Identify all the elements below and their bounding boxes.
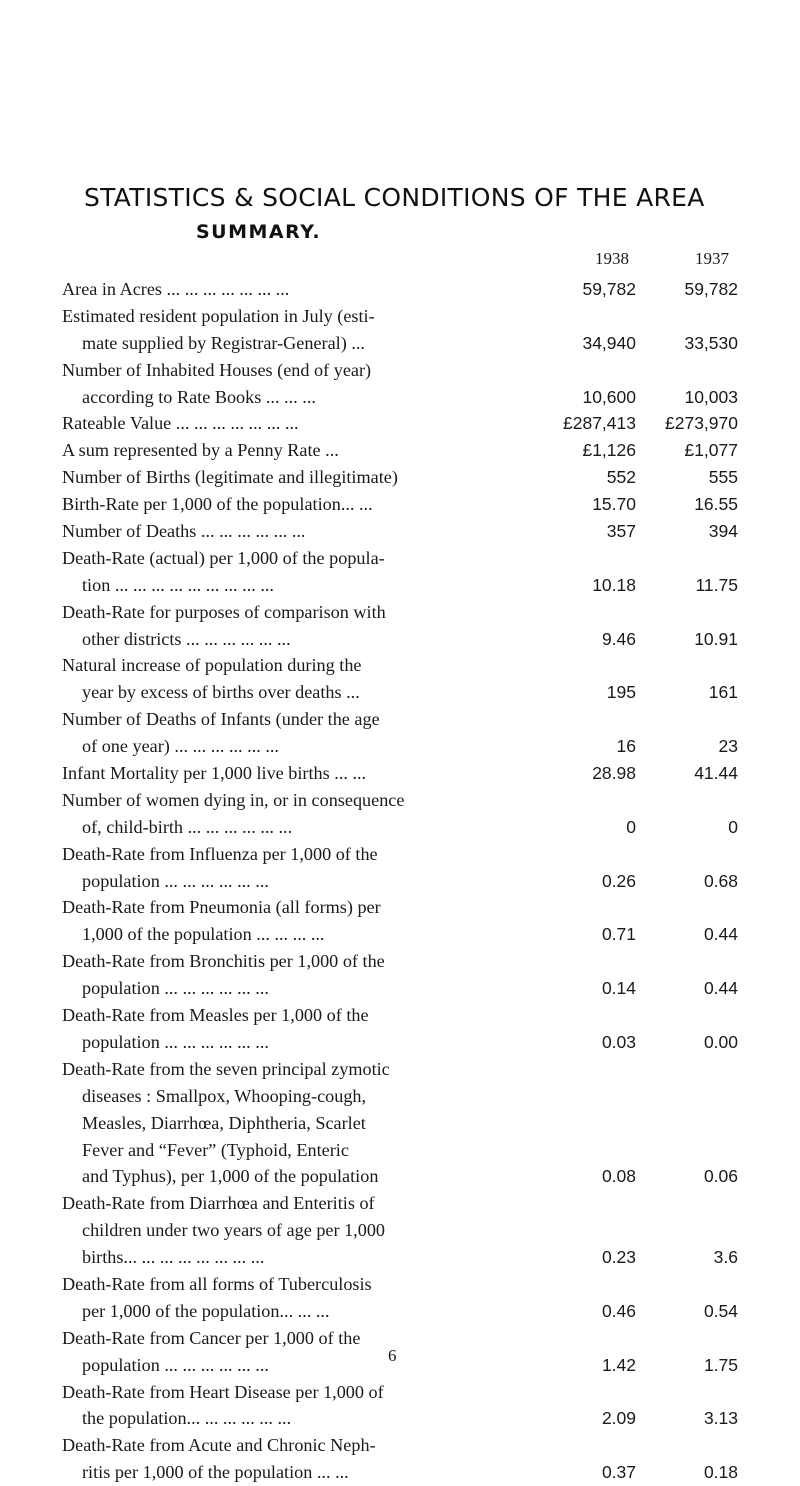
table-row — [0, 1325, 800, 1379]
row-label: according to Rate Books ... ... ... — [82, 386, 316, 407]
section-subtitle: SUMMARY. — [196, 221, 322, 243]
column-header-1937: 1937 — [695, 249, 729, 268]
table-row — [0, 1056, 800, 1190]
value-1937: 0.18 — [703, 1462, 738, 1483]
row-line — [0, 921, 800, 948]
value-1937: 3.6 — [713, 1247, 738, 1268]
table-row — [0, 787, 800, 841]
page-title: STATISTICS & SOCIAL CONDITIONS OF THE AREA — [84, 183, 705, 212]
row-label: population ... ... ... ... ... ... — [82, 1031, 269, 1052]
row-line — [0, 760, 800, 787]
table-row — [0, 1379, 800, 1433]
value-1938: 0.14 — [601, 978, 636, 999]
row-label: Number of Births (legitimate and illegitimate) — [62, 467, 398, 488]
table-row — [0, 706, 800, 760]
table-row — [0, 545, 800, 599]
value-1938: 34,940 — [582, 332, 636, 353]
row-label: and Typhus), per 1,000 of the population — [82, 1166, 379, 1187]
value-1937: 0.00 — [703, 1031, 738, 1052]
row-line — [0, 787, 800, 814]
value-1937: £273,970 — [665, 413, 738, 434]
table-row — [0, 1271, 800, 1325]
value-1938: 9.46 — [601, 628, 636, 649]
value-1938: £287,413 — [563, 413, 636, 434]
value-1937: 394 — [708, 521, 738, 542]
value-1937: 11.75 — [695, 574, 738, 595]
table-row — [0, 652, 800, 706]
table-row — [0, 437, 800, 464]
value-1937: £1,077 — [684, 440, 738, 461]
row-line — [0, 626, 800, 653]
value-1937: 33,530 — [684, 332, 738, 353]
row-line — [0, 276, 800, 303]
row-line — [0, 652, 800, 679]
row-line — [0, 464, 800, 491]
statistics-table — [0, 276, 800, 1486]
value-1937: 1.75 — [703, 1354, 738, 1375]
row-line — [0, 437, 800, 464]
row-label: tion ... ... ... ... ... ... ... ... ... — [82, 574, 274, 595]
value-1937: 23 — [718, 736, 738, 757]
value-1937: 0.68 — [703, 870, 738, 891]
value-1938: 16 — [616, 736, 636, 757]
row-label: per 1,000 of the population... ... ... — [82, 1300, 330, 1321]
table-row — [0, 599, 800, 653]
row-label: diseases : Smallpox, Whooping-cough, — [82, 1085, 367, 1106]
value-1938: 195 — [606, 682, 636, 703]
value-1938: £1,126 — [582, 440, 636, 461]
row-label: children under two years of age per 1,000 — [82, 1220, 386, 1241]
value-1937: 0.44 — [703, 924, 738, 945]
row-label: year by excess of births over deaths ... — [82, 682, 360, 703]
row-label: population ... ... ... ... ... ... — [82, 870, 269, 891]
row-label: Birth-Rate per 1,000 of the population... ... — [62, 494, 373, 515]
table-row — [0, 276, 800, 303]
value-1937: 10.91 — [694, 628, 738, 649]
value-1938: 28.98 — [592, 763, 636, 784]
value-1937: 0.44 — [703, 978, 738, 999]
row-line — [0, 1379, 800, 1406]
row-line — [0, 733, 800, 760]
row-label: other districts ... ... ... ... ... ... — [82, 628, 291, 649]
row-label: the population... ... ... ... ... ... — [82, 1408, 292, 1429]
row-label: Estimated resident population in July (esti- — [62, 305, 375, 326]
row-label: Death-Rate (actual) per 1,000 of the popula- — [62, 547, 385, 568]
row-line — [0, 679, 800, 706]
table-row — [0, 518, 800, 545]
value-1938: 0 — [626, 816, 636, 837]
row-label: Infant Mortality per 1,000 live births ... ... — [62, 763, 367, 784]
row-line — [0, 491, 800, 518]
row-line — [0, 975, 800, 1002]
table-row — [0, 760, 800, 787]
value-1938: 357 — [606, 521, 636, 542]
table-row — [0, 410, 800, 437]
row-line — [0, 841, 800, 868]
table-row — [0, 1190, 800, 1271]
row-line — [0, 948, 800, 975]
value-1937: 16.55 — [694, 494, 738, 515]
value-1937: 0 — [728, 816, 738, 837]
row-label: Fever and “Fever” (Typhoid, Enteric — [82, 1139, 349, 1160]
value-1937: 41.44 — [694, 763, 738, 784]
value-1937: 10,003 — [684, 386, 738, 407]
row-line — [0, 1217, 800, 1244]
row-label: Rateable Value ... ... ... ... ... ... ... — [62, 413, 299, 434]
value-1938: 0.71 — [601, 924, 636, 945]
value-1937: 0.06 — [703, 1166, 738, 1187]
row-line — [0, 1029, 800, 1056]
row-label: Death-Rate from Cancer per 1,000 of the — [62, 1327, 361, 1348]
table-row — [0, 464, 800, 491]
table-row — [0, 1002, 800, 1056]
column-header-1938: 1938 — [595, 249, 629, 268]
value-1938: 2.09 — [601, 1408, 636, 1429]
table-row — [0, 948, 800, 1002]
row-label: Natural increase of population during the — [62, 655, 362, 676]
value-1938: 0.37 — [601, 1462, 636, 1483]
row-line — [0, 518, 800, 545]
value-1937: 161 — [708, 682, 738, 703]
row-line — [0, 1459, 800, 1486]
row-line — [0, 1244, 800, 1271]
value-1937: 555 — [708, 467, 738, 488]
row-label: Number of Deaths ... ... ... ... ... ... — [62, 521, 306, 542]
row-label: mate supplied by Registrar-General) ... — [82, 332, 365, 353]
table-row — [0, 1432, 800, 1486]
row-line — [0, 706, 800, 733]
value-1938: 0.08 — [601, 1166, 636, 1187]
row-line — [0, 1002, 800, 1029]
row-line — [0, 814, 800, 841]
row-label: Number of Inhabited Houses (end of year) — [62, 359, 372, 380]
table-row — [0, 303, 800, 357]
row-label: Death-Rate for purposes of comparison with — [62, 601, 386, 622]
row-label: Number of women dying in, or in consequence — [62, 789, 405, 810]
row-line — [0, 1083, 800, 1110]
row-label: Death-Rate from Diarrhœa and Enteritis of — [62, 1193, 375, 1214]
row-line — [0, 357, 800, 384]
row-line — [0, 1190, 800, 1217]
row-label: Death-Rate from all forms of Tuberculosis — [62, 1273, 372, 1294]
table-row — [0, 894, 800, 948]
value-1938: 10.18 — [592, 574, 636, 595]
row-label: Death-Rate from Acute and Chronic Neph- — [62, 1435, 376, 1456]
table-row — [0, 357, 800, 411]
value-1938: 0.03 — [601, 1031, 636, 1052]
row-line — [0, 1110, 800, 1137]
row-line — [0, 868, 800, 895]
row-label: Death-Rate from Heart Disease per 1,000 of — [62, 1381, 384, 1402]
row-label: population ... ... ... ... ... ... — [82, 978, 269, 999]
row-line — [0, 330, 800, 357]
value-1938: 0.23 — [601, 1247, 636, 1268]
value-1938: 1.42 — [601, 1354, 636, 1375]
row-line — [0, 1271, 800, 1298]
value-1937: 0.54 — [703, 1300, 738, 1321]
row-line — [0, 384, 800, 411]
row-label: births... ... ... ... ... ... ... ... — [82, 1247, 265, 1268]
row-line — [0, 1298, 800, 1325]
row-line — [0, 1432, 800, 1459]
row-label: of one year) ... ... ... ... ... ... — [82, 736, 279, 757]
row-line — [0, 545, 800, 572]
row-label: ritis per 1,000 of the population ... ... — [82, 1462, 349, 1483]
row-label: Number of Deaths of Infants (under the age — [62, 709, 380, 730]
table-row — [0, 841, 800, 895]
value-1937: 3.13 — [703, 1408, 738, 1429]
value-1937: 59,782 — [684, 279, 738, 299]
row-label: of, child-birth ... ... ... ... ... ... — [82, 816, 293, 837]
value-1938: 0.46 — [601, 1300, 636, 1321]
row-line — [0, 1352, 800, 1379]
row-label: A sum represented by a Penny Rate ... — [62, 440, 339, 461]
row-label: Measles, Diarrhœa, Diphtheria, Scarlet — [82, 1112, 366, 1133]
page-number: 6 — [388, 1346, 397, 1365]
row-line — [0, 1137, 800, 1164]
value-1938: 0.26 — [601, 870, 636, 891]
row-line — [0, 1056, 800, 1083]
row-label: Area in Acres ... ... ... ... ... ... ... — [62, 279, 290, 299]
row-label: Death-Rate from Bronchitis per 1,000 of the — [62, 951, 385, 972]
table-row — [0, 491, 800, 518]
value-1938: 59,782 — [582, 279, 636, 299]
value-1938: 552 — [606, 467, 636, 488]
row-label: 1,000 of the population ... ... ... ... — [82, 924, 325, 945]
value-1938: 15.70 — [592, 494, 636, 515]
row-line — [0, 1163, 800, 1190]
row-label: population ... ... ... ... ... ... — [82, 1354, 269, 1375]
value-1938: 10,600 — [582, 386, 636, 407]
row-line — [0, 1405, 800, 1432]
row-line — [0, 410, 800, 437]
row-label: Death-Rate from Influenza per 1,000 of the — [62, 843, 378, 864]
row-label: Death-Rate from Pneumonia (all forms) per — [62, 897, 381, 918]
row-line — [0, 572, 800, 599]
row-line — [0, 1325, 800, 1352]
row-line — [0, 894, 800, 921]
row-label: Death-Rate from the seven principal zymotic — [62, 1058, 390, 1079]
row-label: Death-Rate from Measles per 1,000 of the — [62, 1005, 369, 1026]
row-line — [0, 599, 800, 626]
row-line — [0, 303, 800, 330]
